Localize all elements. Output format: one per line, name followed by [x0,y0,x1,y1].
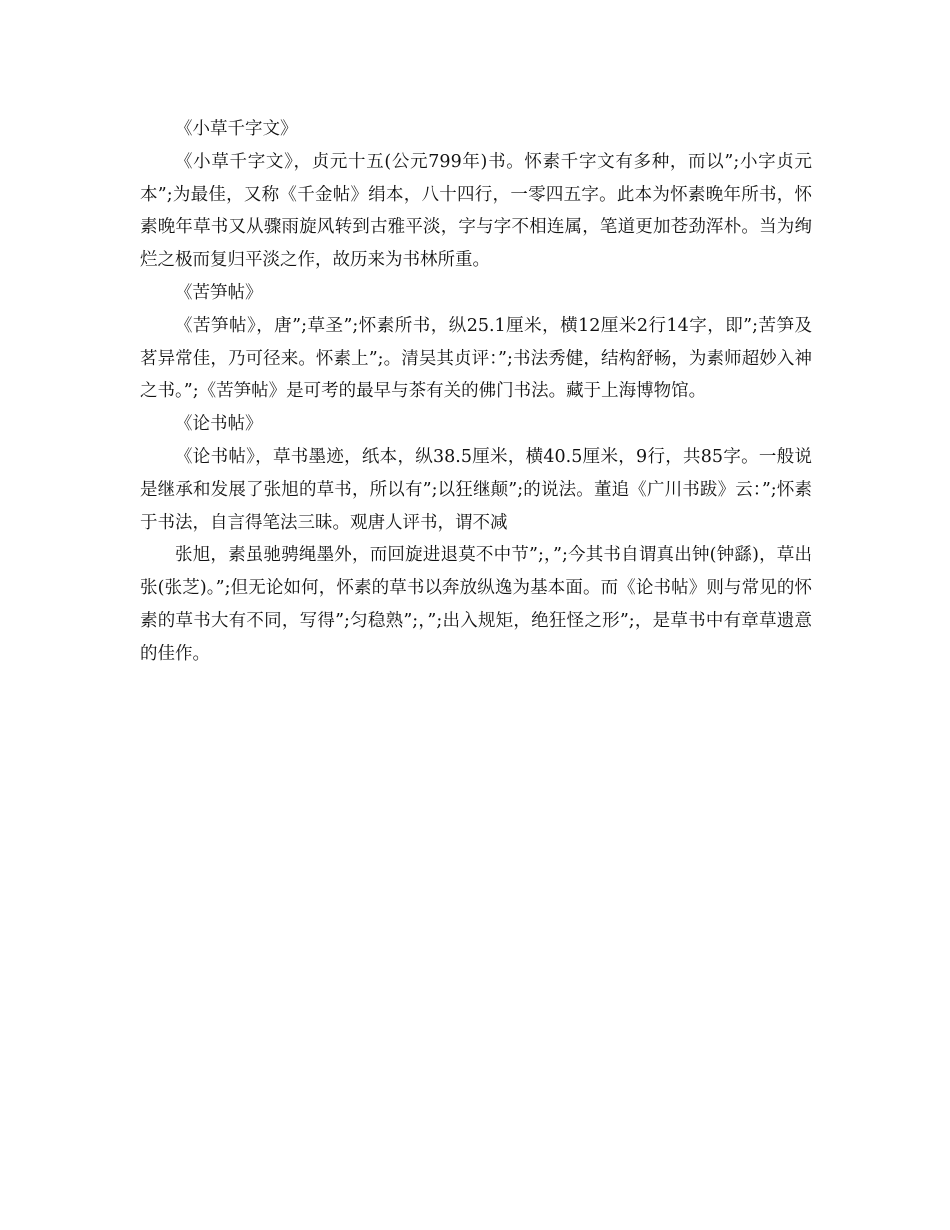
section-paragraph-xiaocao-qianziwen: 《小草千字文》，贞元十五(公元799年)书。怀素千字文有多种，而以”;小字贞元本”;为最佳，又称《千金帖》绢本，八十四行，一零四五字。此本为怀素晚年所书，怀素晚年草书又从骤雨旋风转到古雅平淡，字与字不相连属，笔道更加苍劲浑朴。当为绚烂之极而复归平淡之作，故历来为书林所重。 [140,151,812,271]
section-paragraph-kusun-tie: 《苦笋帖》，唐”;草圣”;怀素所书，纵25.1厘米，横12厘米2行14字，即”;苦笋及茗异常佳，乃可径来。怀素上”;。清吴其贞评：”;书法秀健，结构舒畅，为素师超妙入神之书。”;《苦笋帖》是可考的最早与茶有关的佛门书法。藏于上海博物馆。 [140,315,812,402]
section-heading-kusun-tie: 《苦笋帖》 [175,282,263,303]
section-paragraph-lunshu-tie-continued: 张旭，素虽驰骋绳墨外，而回旋进退莫不中节”;，”;今其书自谓真出钟(钟繇)，草出张(张芝)。”;但无论如何，怀素的草书以奔放纵逸为基本面。而《论书帖》则与常见的怀素的草书大有不同，写得”;匀稳熟”;，”;出入规矩，绝狂怪之形”;，是草书中有章草遗意的佳作。 [140,545,812,664]
document-body [140,113,812,671]
section-heading-lunshu-tie: 《论书帖》 [175,414,263,435]
section-paragraph-lunshu-tie: 《论书帖》，草书墨迹，纸本，纵38.5厘米，横40.5厘米，9行，共85字。一般说是继承和发展了张旭的草书，所以有”;以狂继颠”;的说法。董追《广川书跋》云：”;怀素于书法，自言得笔法三昧。观唐人评书，谓不减 [140,446,812,533]
section-heading-xiaocao-qianziwen: 《小草千字文》 [175,119,298,139]
